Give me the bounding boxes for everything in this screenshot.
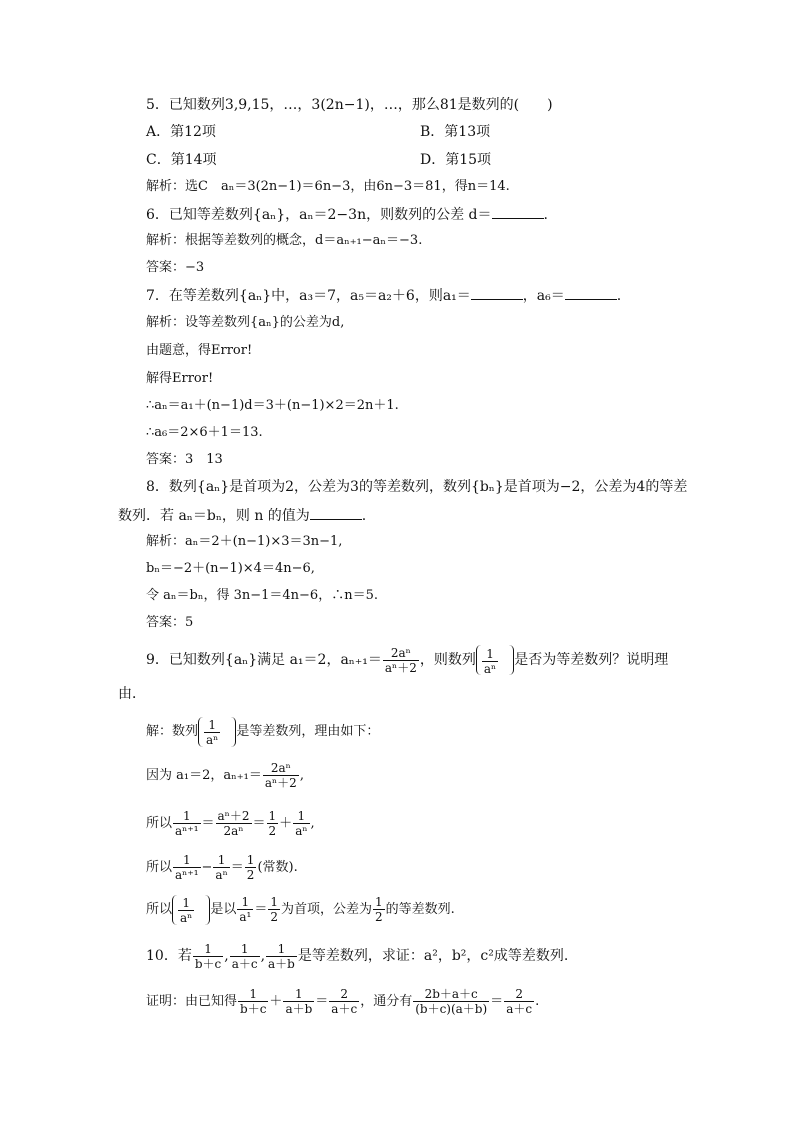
q8-stem-2: 数列．若 aₙ＝bₙ，则 n 的值为 . <box>118 505 366 526</box>
q9-conclusion-brace: $\frac{1}{\text{aⁿ}}$ <box>172 895 210 925</box>
q9-solution-2: 因为 a₁＝2，aₙ₊₁＝ $\frac{\text{2aⁿ}}{\text{aⁿ＋2}}$ , <box>146 761 304 790</box>
q10-stem: 10．若 $\frac{1}{b+c}$ , $\frac{1}{a+c}$ , $\frac{1}{a+b}$ 是等差数列，求证：a²，b²，c²成等差数列. <box>146 941 569 971</box>
q5-option-a: A．第12项 <box>146 124 216 140</box>
q8-stem-1: 8．数列{aₙ}是首项为2，公差为3的等差数列，数列{bₙ}是首项为−2，公差为4的等差 <box>146 479 688 495</box>
q9-solution-3: 所以 $\frac{1}{\text{aⁿ⁺¹}}$ ＝ $\frac{\text{aⁿ＋2}}{\text{2aⁿ}}$ ＝ $\frac{1}{2}$ ＋ $\frac{1}{\text{aⁿ}}$ , <box>146 809 315 838</box>
q7-analysis-3: 解得Error! <box>146 371 214 386</box>
q9-solution-1: 解：数列 $\frac{1}{\text{aⁿ}}$ 是等差数列，理由如下： <box>146 717 380 747</box>
q7-blank-a1[interactable] <box>471 285 523 300</box>
q7-stem: 7．在等差数列{aₙ}中，a₃＝7，a₅＝a₂＋6，则a₁＝ ，a₆＝ . <box>146 285 621 306</box>
q6-stem: 6．已知等差数列{aₙ}，aₙ＝2−3n，则数列的公差 d＝ . <box>146 204 548 225</box>
q9-solution-4: 所以 $\frac{1}{\text{aⁿ⁺¹}}$ − $\frac{1}{\text{aⁿ}}$ ＝ $\frac{1}{2}$ (常数). <box>146 853 298 882</box>
q10-proof: 证明：由已知得 $\frac{1}{b+c}$ ＋ $\frac{1}{a+b}$ ＝ $\frac{2}{a+c}$ ，通分有 $\frac{2b+a+c}{(b+c)(a+b)}$ ＝ $\frac{2}{a+c}$ . <box>146 987 540 1016</box>
q9-solution-5: 所以 $\frac{1}{\text{aⁿ}}$ 是以 $\frac{1}{\text{a¹}}$ ＝ $\frac{1}{2}$ 为首项，公差为 $\frac{1}{2}$ 的等差数列. <box>146 895 455 925</box>
q9-stem-2: 由． <box>118 686 146 702</box>
q8-analysis-1: 解析：aₙ＝2＋(n−1)×3＝3n−1, <box>146 534 343 549</box>
q9-solution-brace: $\frac{1}{\text{aⁿ}}$ <box>198 717 236 747</box>
q6-answer-blank[interactable] <box>492 204 544 219</box>
q8-analysis-3: 令 aₙ＝bₙ，得 3n−1＝4n−6，∴n＝5. <box>146 588 378 603</box>
q9-recurrence-fraction: $\frac{\text{2aⁿ}}{\text{aⁿ＋2}}$ <box>384 645 417 675</box>
q9-sequence-brace: $\frac{1}{\text{aⁿ}}$ <box>476 645 514 675</box>
q9-stem: 9．已知数列{aₙ}满足 a₁＝2，aₙ₊₁＝ $\frac{\text{2aⁿ}}{\text{aⁿ＋2}}$ ，则数列 $\frac{1}{\text{aⁿ}}$ 是否为等差数列？说明理 <box>146 645 669 676</box>
q7-analysis-4: ∴aₙ＝a₁＋(n−1)d＝3＋(n−1)×2＝2n＋1. <box>146 398 399 413</box>
q7-analysis-5: ∴a₆＝2×6＋1＝13. <box>146 425 263 440</box>
q8-answer: 答案：5 <box>146 615 194 630</box>
q7-analysis-1: 解析：设等差数列{aₙ}的公差为d, <box>146 315 345 330</box>
q8-analysis-2: bₙ＝−2＋(n−1)×4＝4n−6, <box>146 561 315 576</box>
q7-answer: 答案：3 13 <box>146 452 223 467</box>
q5-stem: 5．已知数列3,9,15，…，3(2n−1)，…，那么81是数列的( ) <box>146 97 553 113</box>
q8-answer-blank[interactable] <box>310 505 362 520</box>
q7-blank-a6[interactable] <box>565 285 617 300</box>
q5-analysis: 解析：选C aₙ＝3(2n−1)＝6n−3，由6n−3＝81，得n＝14. <box>146 179 510 194</box>
q7-analysis-2: 由题意，得Error! <box>146 343 253 358</box>
q5-option-c: C．第14项 <box>146 152 217 168</box>
q5-option-d: D．第15项 <box>420 152 492 168</box>
q6-analysis: 解析：根据等差数列的概念，d＝aₙ₊₁−aₙ＝−3. <box>146 233 423 248</box>
q5-option-b: B．第13项 <box>420 124 491 140</box>
q6-answer: 答案：−3 <box>146 260 205 275</box>
